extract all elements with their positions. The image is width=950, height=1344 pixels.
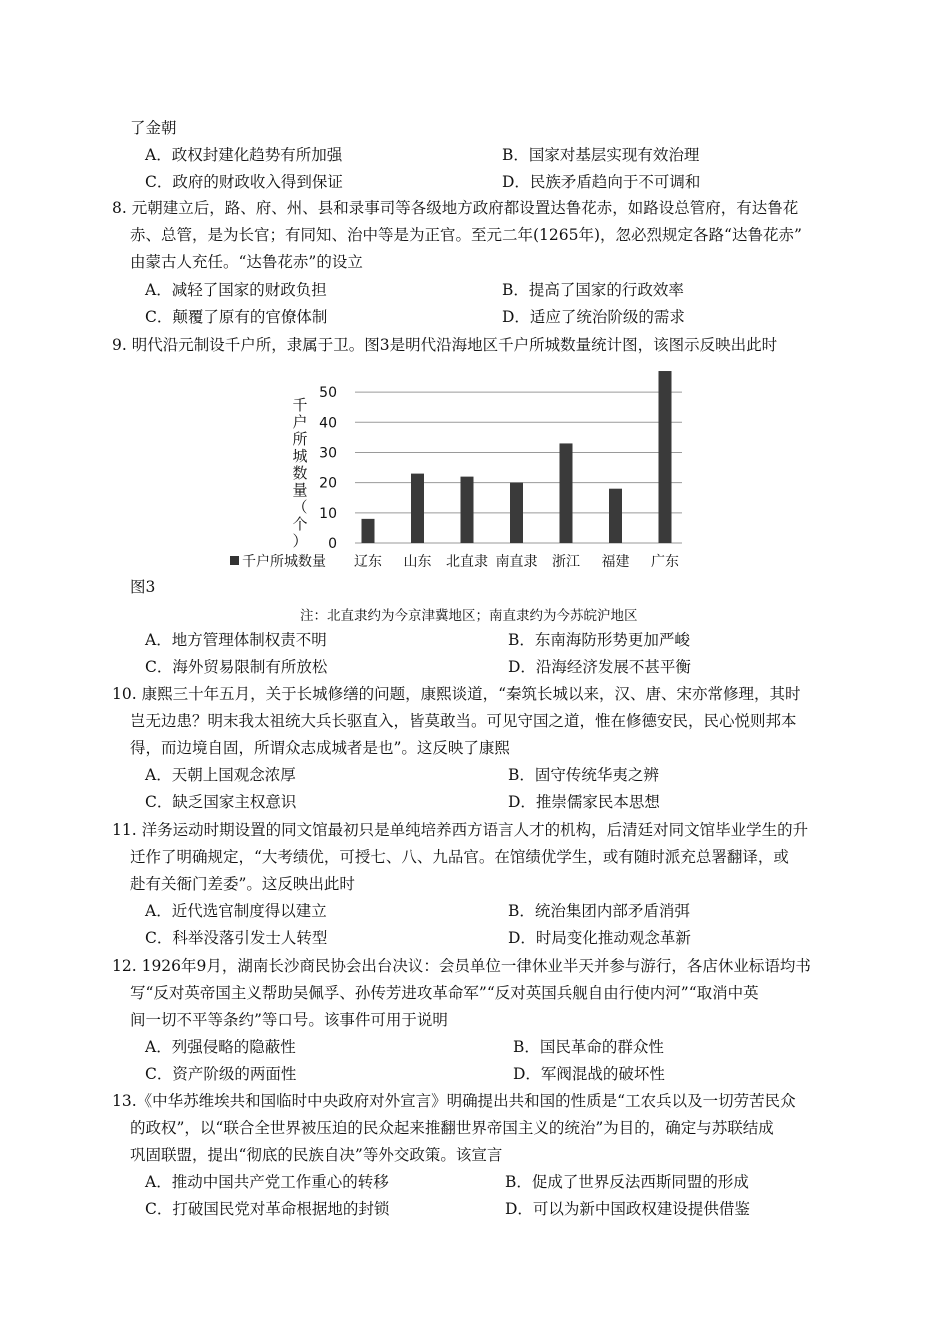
q9-option-a[interactable]: A．地方管理体制权责不明 (145, 631, 327, 649)
chart-y-axis-label-char: 千 (292, 396, 308, 414)
q10-stem-line-2: 岂无边患？明末我太祖统大兵长驱直入，皆莫敢当。可见守国之道，惟在修德安民，民心悦则邦本 (130, 712, 797, 730)
q10-option-c[interactable]: C．缺乏国家主权意识 (145, 793, 297, 811)
chart-x-tick-label: 浙江 (552, 554, 580, 570)
q12-stem-line-2: 写“反对英帝国主义帮助吴佩孚、孙传芳进攻革命军”“反对英国兵舰自由行使内河”“取消中英 (130, 984, 759, 1002)
q8-stem-line-1: 8. 元朝建立后，路、府、州、县和录事司等各级地方政府都设置达鲁花赤，如路设总管府，有达鲁花 (112, 199, 799, 217)
q12-stem-line-1: 12. 1926年9月，湖南长沙商民协会出台决议：会员单位一律休业半天并参与游行，各店休业标语均书 (112, 957, 811, 975)
q8-stem-line-2: 赤、总管，是为长官；有同知、治中等是为正官。至元二年(1265年)，忽必烈规定各路“达鲁花赤” (130, 226, 802, 244)
q9-option-b[interactable]: B．东南海防形势更加严峻 (508, 631, 690, 649)
chart-y-axis-label-char: 量 (292, 481, 308, 499)
chart-x-tick-label: 广东 (651, 554, 679, 570)
chart-y-tick-label: 0 (328, 536, 337, 552)
chart-y-axis-label-char: ） (292, 532, 308, 550)
chart-y-tick-label: 20 (319, 475, 337, 492)
q13-option-a[interactable]: A．推动中国共产党工作重心的转移 (145, 1173, 389, 1191)
q13-stem-line-2: 的政权”，以“联合全世界被压迫的民众起来推翻世界帝国主义的统治”为目的，确定与苏联结成 (130, 1119, 774, 1137)
q8-option-d[interactable]: D．适应了统治阶级的需求 (502, 308, 685, 326)
q10-option-a[interactable]: A．天朝上国观念浓厚 (145, 766, 296, 784)
chart-legend-swatch-box (230, 556, 239, 565)
q11-stem-line-1: 11. 洋务运动时期设置的同文馆最初只是单纯培养西方语言人才的机构，后清廷对同文馆毕业学生的升 (112, 821, 809, 839)
q11-option-a[interactable]: A．近代选官制度得以建立 (145, 902, 327, 920)
q10-stem-line-1: 10. 康熙三十年五月，关于长城修缮的问题，康熙谈道，“秦筑长城以来，汉、唐、宋亦常修理，其时 (112, 685, 801, 703)
chart-x-tick-label: 辽东 (354, 554, 382, 570)
chart-bar-山东 (411, 474, 424, 543)
figure-3-note: 注：北直隶约为今京津冀地区；南直隶约为今苏皖沪地区 (300, 608, 638, 624)
q7-option-a[interactable]: A．政权封建化趋势有所加强 (145, 146, 343, 164)
chart-x-tick-label: 山东 (403, 554, 432, 570)
chart-bar-浙江 (560, 443, 573, 543)
q12-option-a[interactable]: A．列强侵略的隐蔽性 (145, 1038, 296, 1056)
chart-y-axis-label-char: 城 (292, 447, 308, 465)
chart-y-tick-label: 40 (319, 415, 337, 432)
q8-option-b[interactable]: B．提高了国家的行政效率 (502, 281, 684, 299)
q8-option-c[interactable]: C．颠覆了原有的官僚体制 (145, 308, 328, 326)
q10-option-b[interactable]: B．固守传统华夷之辨 (508, 766, 659, 784)
q9-option-c[interactable]: C．海外贸易限制有所放松 (145, 658, 328, 676)
chart-y-axis-label (292, 396, 307, 550)
chart-y-axis-label-char: 户 (292, 413, 308, 431)
chart-y-axis-label-char: （ (292, 498, 308, 516)
q13-stem-line-1: 13.《中华苏维埃共和国临时中央政府对外宣言》明确提出共和国的性质是“工农兵以及一切劳苦民众 (112, 1092, 796, 1110)
q9-stem-line-1: 9. 明代沿元制设千户所，隶属于卫。图3是明代沿海地区千户所城数量统计图，该图示反映出此时 (112, 336, 778, 354)
q12-stem-line-3: 间一切不平等条约”等口号。该事件可用于说明 (130, 1011, 448, 1029)
q13-option-c[interactable]: C．打破国民党对革命根据地的封锁 (145, 1200, 390, 1218)
figure-3-label: 图3 (130, 578, 156, 596)
chart-bar-南直隶 (510, 483, 523, 543)
q7-option-b[interactable]: B．国家对基层实现有效治理 (502, 146, 700, 164)
q11-option-b[interactable]: B．统治集团内部矛盾消弭 (508, 902, 690, 920)
chart-legend-label: 千户所城数量 (242, 554, 326, 570)
q7-stem-tail: 了金朝 (130, 119, 177, 137)
q8-stem-line-3: 由蒙古人充任。“达鲁花赤”的设立 (130, 253, 363, 271)
q12-option-c[interactable]: C．资产阶级的两面性 (145, 1065, 297, 1083)
q13-option-b[interactable]: B．促成了世界反法西斯同盟的形成 (505, 1173, 749, 1191)
q11-option-d[interactable]: D．时局变化推动观念革新 (508, 929, 691, 947)
q13-stem-line-3: 巩固联盟，提出“彻底的民族自决”等外交政策。该宣言 (130, 1146, 503, 1164)
q11-stem-line-2: 迁作了明确规定，“大考绩优，可授七、八、九品官。在馆绩优学生，或有随时派充总署翻译，或 (130, 848, 789, 866)
chart-bars (362, 371, 672, 543)
q13-option-d[interactable]: D．可以为新中国政权建设提供借鉴 (505, 1200, 750, 1218)
chart-bar-福建 (609, 489, 622, 543)
chart-bar-广东 (659, 371, 672, 543)
q10-option-d[interactable]: D．推崇儒家民本思想 (508, 793, 660, 811)
chart-y-tick-label: 50 (319, 385, 337, 402)
q9-option-d[interactable]: D．沿海经济发展不甚平衡 (508, 658, 691, 676)
chart-y-ticks (319, 385, 337, 552)
q8-option-a[interactable]: A．减轻了国家的财政负担 (145, 281, 327, 299)
chart-bar-北直隶 (461, 477, 474, 543)
q11-stem-line-3: 赴有关衙门差委”。这反映出此时 (130, 875, 355, 893)
q12-option-d[interactable]: D．军阀混战的破坏性 (513, 1065, 665, 1083)
chart-y-axis-label-char: 数 (292, 464, 308, 482)
q7-option-d[interactable]: D．民族矛盾趋向于不可调和 (502, 173, 701, 191)
figure-3-bar-chart (270, 358, 690, 578)
q10-stem-line-3: 得，而边境自固，所谓众志成城者是也”。这反映了康熙 (130, 739, 510, 757)
chart-y-axis-label-char: 个 (292, 515, 308, 533)
chart-y-tick-label: 10 (319, 505, 337, 522)
chart-x-ticks (354, 553, 679, 570)
chart-x-tick-label: 福建 (601, 554, 630, 570)
q12-option-b[interactable]: B．国民革命的群众性 (513, 1038, 664, 1056)
q11-option-c[interactable]: C．科举没落引发士人转型 (145, 929, 328, 947)
chart-y-tick-label: 30 (319, 445, 337, 462)
q7-option-c[interactable]: C．政府的财政收入得到保证 (145, 173, 343, 191)
chart-y-axis-label-char: 所 (292, 430, 308, 448)
chart-x-tick-label: 南直隶 (495, 554, 538, 570)
chart-bar-辽东 (362, 519, 375, 543)
chart-x-tick-label: 北直隶 (446, 554, 488, 570)
